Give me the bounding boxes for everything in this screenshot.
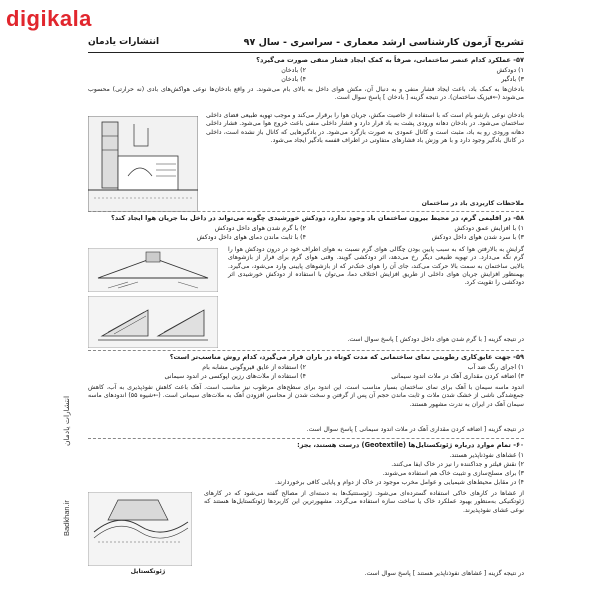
q60-geotextile-illustration (88, 492, 192, 566)
side-website: Badkhan.ir (62, 500, 71, 536)
q59-question: ۵۹- جهت عایق‌کاری رطوبتی نمای ساختمانی که مدت کوتاه در باران قرار می‌گیرد، کدام روش مناسب‌تر است؟ (169, 353, 524, 361)
q58-option-4: ۴) با ثابت ماندن دمای هوای داخل دودکش (196, 234, 306, 241)
q59-option-2: ۲) استفاده از عایق قیروگونی مشابه بام (202, 364, 306, 371)
q59-option-1: ۱) اجرای رنگ ضد آب (467, 364, 524, 371)
q58-question: ۵۸- در اقلیمی گرم، در محیط بیرون ساختمان باد وجود ندارد، دودکش خورشیدی چگونه می‌تواند در داخل بنا جریان هوا ایجاد کند؟ (111, 214, 524, 222)
header-title: تشریح آزمون کارشناسی ارشد معماری - سراسری - سال ۹۷ (243, 36, 524, 48)
q60-conclusion: در نتیجه گزینه [ غشاهای نفوذناپذیر هستند ] پاسخ سوال است. (364, 570, 524, 577)
header-publisher: انتشارات یادمان (88, 37, 160, 47)
q59-conclusion: در نتیجه گزینه [ اضافه کردن مقداری آهک در ملات اندود سیمانی ] پاسخ سوال است. (306, 426, 524, 433)
q57-answer: بادخان‌ها به کمک باد، باعث ایجاد فشار منفی و به دنبال آن، مکش هوای داخل به بالای بام می‌شوند. در واقع بادخان‌ها نوعی هواکش‌های بادی (نه حرارتی) محسوب می‌شوند (←فیزیک ساختمان). در نتیجه گزینه [ بادخان ] پاسخ سوال است. (88, 86, 524, 102)
divider-59-60 (88, 438, 524, 439)
q59-options (88, 363, 524, 381)
q57-option-2: ۲) بادخان (281, 67, 306, 74)
book-page (88, 30, 524, 584)
q57-detail: بادخان نوعی بازشو بام است که با استفاده از خاصیت مکش، جریان هوا را برقرار می‌کند و موجب تهویه طبیعی فضای داخلی ساختمان می‌شود. در بادخان دهانه ورودی پشت به باد قرار دارد و فشار داخلی منفی باعث خروج هوا می‌شود. فشار داخلی دهانه ورودی رو به باد، مثبت است و کانال عمودی به صورت بازگرد می‌شود. در بادگیرهایی که کانال باز نشده است، داخلی در کانال بادگیر وجود دارد و با هر وزش باد فشارهای متفاوتی در اطراف قفسه بادگیر ایجاد می‌شود. (206, 112, 524, 144)
q60-option-1: ۱) غشاهای نفوذناپذیر هستند. (449, 452, 524, 459)
q59-option-3: ۳) اضافه کردن مقداری آهک در ملات اندود سیمانی (391, 373, 524, 380)
q58-conclusion: در نتیجه گزینه [ با گرم شدن هوای داخل دودکش ] پاسخ سوال است. (347, 336, 524, 343)
divider-58-59 (88, 350, 524, 351)
q60-question: ۶۰- تمام موارد درباره ژئوتکستایل‌ها (Geotextile) درست هستند، بجز: (297, 441, 524, 449)
q59-answer: اندود ماسه سیمان با آهک برای نمای ساختمان بسیار مناسب است. این اندود برای سطح‌های مرطوب نیز مناسب است. آهک باعث کاهش نفوذپذیری به آب، کاهش جمع‌شدگی ناشی از خشک شدن ملات و ثابت ماندن حجم آن پس از گرفتن و سخت شدن از محاسن افزودن آهک به ملات‌های سیمانی است. (←شیوه ۵۵) اندودهای ماسه سیمان آهک در ایران به ندرت مشهور هستند. (88, 384, 524, 408)
page-header (88, 32, 524, 53)
site-logo[interactable]: digikala (6, 6, 92, 31)
q58-illustration-top (88, 248, 218, 292)
q59-option-4: ۴) استفاده از ملات‌های رزین اپوکسی در اندود سیمانی (164, 373, 306, 380)
q60-option-3: ۳) برای مسلح‌سازی و تثبیت خاک هم استفاده می‌شوند. (382, 470, 524, 477)
side-margin (62, 296, 74, 536)
q58-option-3: ۳) با سرد شدن هوای داخل دودکش (431, 234, 524, 241)
q57-reference: ملاحظات کاربردی باد در ساختمان (421, 200, 524, 207)
q60-option-2: ۲) نقش فیلتر و جداکننده را نیز در خاک ایفا می‌کنند. (391, 461, 524, 468)
q60-options (88, 451, 524, 487)
q60-answer: از غشاها در کارهای خاکی استفاده گسترده‌ای می‌شود. ژئوسنتتیک‌ها به دسته‌ای از مصالح گفته می‌شود که در کارهای ژئوتکنیکی به‌منظور بهبود عملکرد خاک یا ساخت سازه استفاده می‌گردد. مشهورترین این کاربردها ژئوتکستایل‌ها هستند که نوعی غشای نفوذپذیرند. (204, 490, 524, 514)
side-publisher: انتشارات یادمان (62, 395, 71, 446)
q57-question: ۵۷- عملکرد کدام عنصر ساختمانی، صرفاً به کمک ایجاد فشار منفی صورت می‌گیرد؟ (256, 56, 524, 64)
q57-option-3: ۳) بادگیر (501, 76, 524, 83)
q58-answer: گرایش به بالارفتن هوا که به سبب پایین بودن چگالی هوای گرم نسبت به هوای اطراف خود در درون دودکش هوا را گرم نگه می‌دارد. در تهویه طبیعی دیگر رخ می‌دهد، اثر دودکشی گویند. وقتی هوای گرم برای فرار از بازشوهای بالایی ساختمان به سمت بالا حرکت می‌کند، جای آن را هوای خنک‌تر که از بازشوهای پایینی وارد می‌شود، می‌گیرد. بهمنظور افزایش جریان هوای داخلی از طریق افزایش اختلاف دما، می‌توان با استفاده از دودکش خورشیدی اثر دودکشی را تقویت کرد. (228, 246, 524, 287)
q58-illustration-bottom (88, 296, 218, 348)
q57-option-1: ۱) دودکش (496, 67, 524, 74)
divider-57-58 (88, 211, 524, 212)
q58-option-1: ۱) با افزایش عمق دودکش (454, 225, 524, 232)
q57-illustration (88, 116, 198, 212)
q60-figure-label: ژئوتکستایل (130, 568, 166, 575)
q60-option-4: ۴) در مقابل محیط‌های شیمیایی و عوامل مخرب موجود در خاک از دوام و پایایی کافی برخوردارند. (275, 479, 524, 486)
q57-options (88, 66, 524, 84)
q58-option-2: ۲) با گرم شدن هوای داخل دودکش (214, 225, 306, 232)
q58-options (88, 224, 524, 242)
q57-option-4: ۴) بادخان (281, 76, 306, 83)
